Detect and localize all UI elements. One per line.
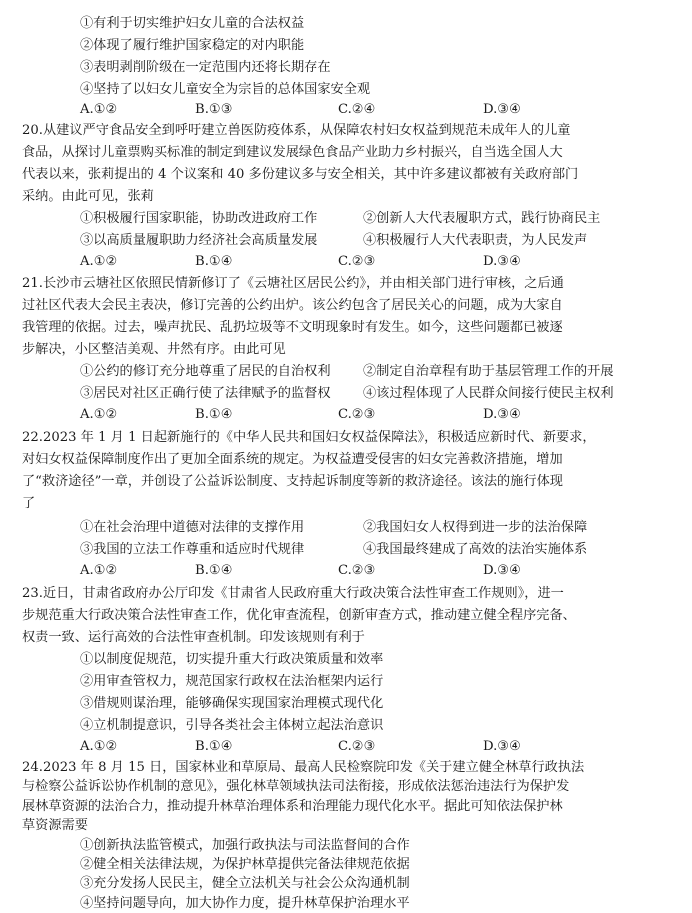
q21-answer-c: C.②③ xyxy=(338,407,376,422)
q23-stem-line: 23.近日，甘肃省政府办公厅印发《甘肃省人民政府重大行政决策合法性审查工作规则》，进一 xyxy=(22,586,564,601)
q19-option-3: ③表明剥削阶级在一定范围内还将长期存在 xyxy=(80,60,331,75)
q21-answer-d: D.③④ xyxy=(483,407,521,422)
q22-stem-line: 了“救济途径”一章，并创设了公益诉讼制度、支持起诉制度等新的救济途径。该法的施行体现 xyxy=(22,474,563,489)
q23-stem-line: 步规范重大行政决策合法性审查工作，优化审查流程，创新审查方式，推动建立健全程序完备、 xyxy=(22,608,576,623)
q22-stem-line: 22.2023 年 1 月 1 日起新施行的《中华人民共和国妇女权益保障法》，积极适应新时代、新要求， xyxy=(22,430,596,445)
q21-stem-line: 步解决，小区整洁美观、井然有序。由此可见 xyxy=(22,342,286,357)
q22-answer-c: C.②③ xyxy=(338,563,376,578)
q21-stem-line: 我管理的依据。过去，噪声扰民、乱扔垃圾等不文明现象时有发生。如今，这些问题都已被逐 xyxy=(22,320,563,335)
q20-answer-a: A.①② xyxy=(80,254,118,269)
q23-option-1: ①以制度促规范，切实提升重大行政决策质量和效率 xyxy=(80,652,384,667)
q22-stem-line: 对妇女权益保障制度作出了更加全面系统的规定。为权益遭受侵害的妇女完善救济措施，增加 xyxy=(22,452,563,467)
q19-answer-a: A.①② xyxy=(80,102,118,117)
q21-answer-b: B.①④ xyxy=(195,407,233,422)
q20-stem-line: 20.从建议严守食品安全到呼吁建立兽医防疫体系，从保障农村妇女权益到规范未成年人的儿童 xyxy=(22,123,571,138)
q21-option-3: ③居民对社区正确行使了法律赋予的监督权 xyxy=(80,386,331,401)
q21-option-4: ④该过程体现了人民群众间接行使民主权利 xyxy=(363,386,614,401)
q20-answer-d: D.③④ xyxy=(483,254,521,269)
q21-option-1: ①公约的修订充分地尊重了居民的自治权利 xyxy=(80,364,331,379)
q24-stem-line: 与检察公益诉讼协作机制的意见》，强化林草领域执法司法衔接，形成依法惩治违法行为保护发 xyxy=(22,779,570,795)
q20-answer-c: C.②③ xyxy=(338,254,376,269)
q19-answer-b: B.①③ xyxy=(195,102,233,117)
q19-option-4: ④坚持了以妇女儿童安全为宗旨的总体国家安全观 xyxy=(80,82,371,97)
q22-option-2: ②我国妇女人权得到进一步的法治保障 xyxy=(363,520,588,535)
q22-option-1: ①在社会治理中道德对法律的支撑作用 xyxy=(80,520,305,535)
q23-option-2: ②用审查管权力，规范国家行政权在法治框架内运行 xyxy=(80,674,384,689)
q22-answer-d: D.③④ xyxy=(483,563,521,578)
q19-option-1: ①有利于切实维护妇女儿童的合法权益 xyxy=(80,16,305,31)
q24-stem-line: 展林草资源的法治合力，推动提升林草治理体系和治理能力现代化水平。据此可知依法保护林 xyxy=(22,798,563,814)
q23-answer-d: D.③④ xyxy=(483,739,521,754)
q24-option-1: ①创新执法监管模式，加强行政执法与司法监督间的合作 xyxy=(80,837,410,853)
q20-option-3: ③以高质量履职助力经济社会高质量发展 xyxy=(80,233,318,248)
q24-option-3: ③充分发扬人民民主，健全立法机关与社会公众沟通机制 xyxy=(80,876,410,892)
q20-stem-line: 食品，从探讨儿童票购买标准的制定到建议发展绿色食品产业助力乡村振兴，自当选全国人大 xyxy=(22,145,563,160)
q20-option-4: ④积极履行人大代表职责，为人民发声 xyxy=(363,233,588,248)
q22-option-4: ④我国最终建成了高效的法治实施体系 xyxy=(363,542,588,557)
q21-option-2: ②制定自治章程有助于基层管理工作的开展 xyxy=(363,364,614,379)
q24-stem-line: 24.2023 年 8 月 15 日，国家林业和草原局、最高人民检察院印发《关于建立健全林草行政执法 xyxy=(22,760,585,775)
q22-option-3: ③我国的立法工作尊重和适应时代规律 xyxy=(80,542,305,557)
q23-stem-line: 权责一致、运行高效的合法性审查机制。印发该规则有利于 xyxy=(22,630,365,645)
q19-answer-c: C.②④ xyxy=(338,102,376,117)
q22-stem-line: 了 xyxy=(22,496,36,511)
q23-answer-b: B.①④ xyxy=(195,739,233,754)
q21-answer-a: A.①② xyxy=(80,407,118,422)
q23-option-3: ③借规则谋治理，能够确保实现国家治理模式现代化 xyxy=(80,696,384,711)
q20-stem-line: 代表以来，张莉提出的 4 个议案和 40 多份建议多与安全相关，其中许多建议都被有关政府部门 xyxy=(22,167,579,182)
q23-answer-a: A.①② xyxy=(80,739,118,754)
q22-answer-b: B.①④ xyxy=(195,563,233,578)
q24-stem-line: 草资源需要 xyxy=(22,818,88,834)
q23-answer-c: C.②③ xyxy=(338,739,376,754)
q24-option-4: ④坚持问题导向，加大协作力度，提升林草保护治理水平 xyxy=(80,895,410,911)
q20-answer-b: B.①④ xyxy=(195,254,233,269)
q19-option-2: ②体现了履行维护国家稳定的对内职能 xyxy=(80,38,305,53)
q20-option-2: ②创新人大代表履职方式，践行协商民主 xyxy=(363,211,601,226)
q21-stem-line: 过社区代表大会民主表决，修订完善的公约出炉。该公约包含了居民关心的问题，成为大家自 xyxy=(22,298,563,313)
q24-option-2: ②健全相关法律法规，为保护林草提供完备法律规范依据 xyxy=(80,857,410,872)
q20-option-1: ①积极履行国家职能，协助改进政府工作 xyxy=(80,211,318,226)
q20-stem-line: 采纳。由此可见，张莉 xyxy=(22,189,154,204)
q22-answer-a: A.①② xyxy=(80,563,118,578)
q21-stem-line: 21.长沙市云塘社区依照民情新修订了《云塘社区居民公约》，并由相关部门进行审核，之后通 xyxy=(22,276,564,291)
q23-option-4: ④立机制提意识，引导各类社会主体树立起法治意识 xyxy=(80,718,384,733)
q19-answer-d: D.③④ xyxy=(483,102,521,117)
